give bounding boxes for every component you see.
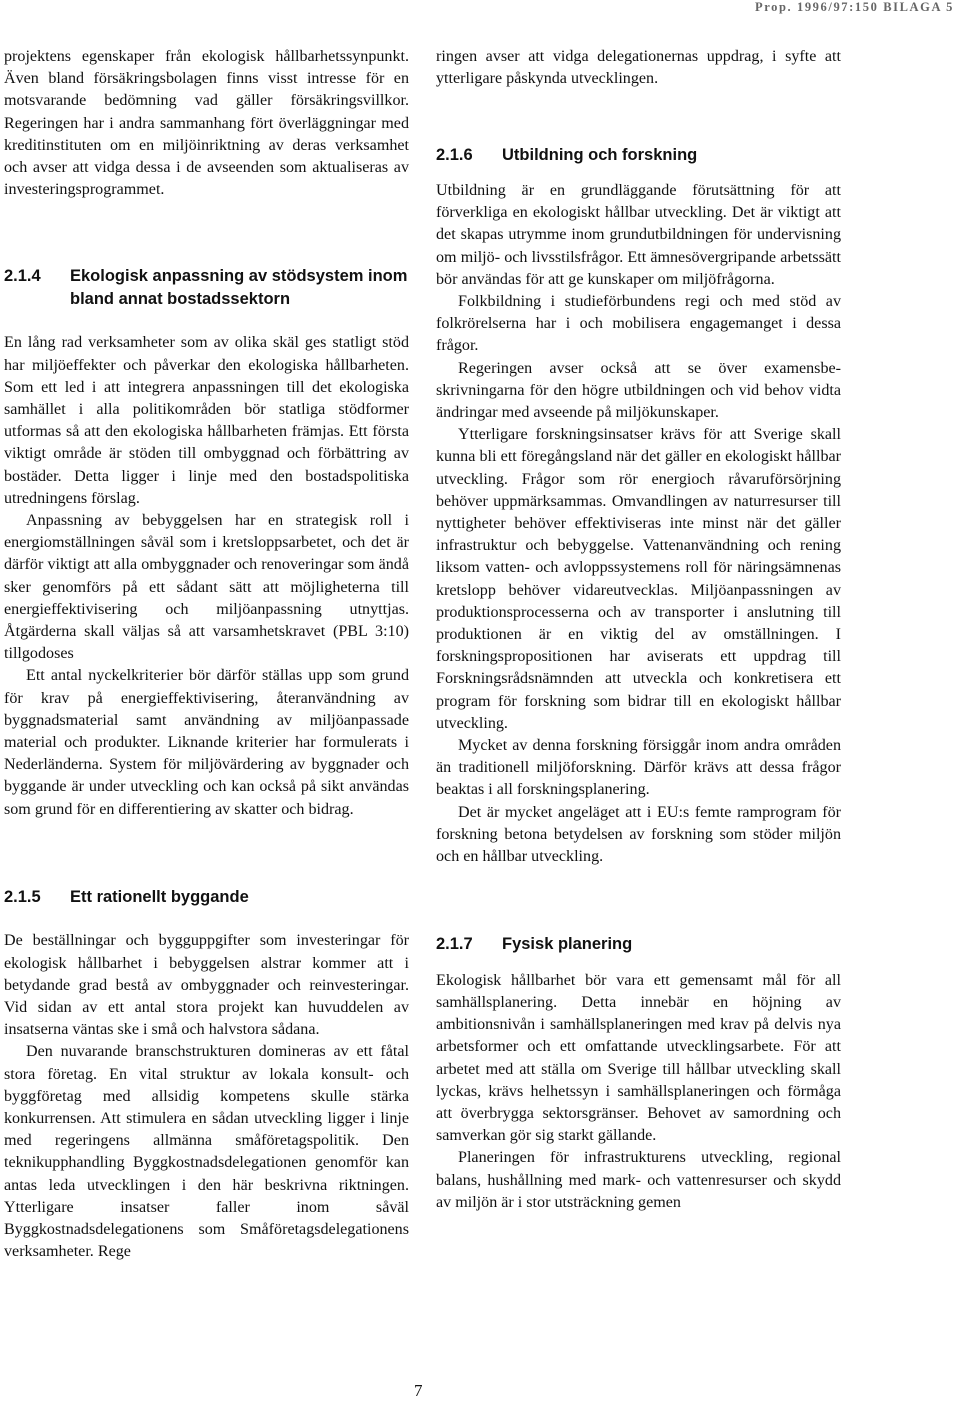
paragraph: Folkbildning i studieförbundens regi och med stöd av folkrörelserna har i och mobilisera engagemanget i dessa frågor. xyxy=(436,292,841,355)
paragraph: En lång rad verksamheter som av olika skäl ges statligt stöd har miljöeffekter och påverkar den ekologiska hållbarheten. Som ett led i att integrera anpassningen till det ekologiska samhället i alla politikområden bör statliga stödformer utformas så att den ekologiska hållbarheten främjas. Ett första viktigt område är stöden till ombyggnad och förbättring av bostäder. Detta ligger i linje med den bostadspolitiska utredningens förslag. xyxy=(4,334,409,507)
section-number: 2.1.6 xyxy=(436,146,473,165)
section-heading-2-1-7 xyxy=(436,933,841,956)
left-column xyxy=(4,46,409,1263)
paragraph: Det är mycket angeläget att i EU:s femte ramprogram för forskning betona betydelsen av forskning som stöder miljön och en hållbar utveckling. xyxy=(436,803,841,865)
paragraph: Planeringen för infrastrukturens utveckling, regional balans, hushållning med mark- och vattenresurser och skydd av miljön är i stor utsträckning gemen xyxy=(436,1149,841,1211)
section-title: Utbildning och forskning xyxy=(502,146,698,165)
paragraph: De beställningar och bygguppgifter som investeringar för ekologisk hållbarhet i bebyggelsen alstrar kommer att i betydande grad bestå av ombyggnader och reinvesteringar. Vid sidan av ett antal stora projekt kan huvuddelen av insatserna väntas ske i små och halvstora sådana. xyxy=(4,932,409,1039)
paragraph: projektens egenskaper från ekologisk hållbarhetssynpunkt. Även bland försäkringsbolagen finns visst intresse för en motsvarande bedömning vad gäller försäkringsvillkor. Regeringen har i andra sammanhang fört överläggningar med kreditinstituten om en miljöinriktning av deras verksamhet och avser att vidga dessa i de avseenden som aktualiseras av investeringsprogrammet. xyxy=(4,48,409,199)
paragraph: ringen avser att vidga delegationernas uppdrag, i syfte att ytterligare påskynda utvecklingen. xyxy=(436,48,841,88)
running-head: Prop. 1996/97:150 BILAGA 5 xyxy=(754,0,954,14)
paragraph: Ytterligare forskningsinsatser krävs för att Sverige skall kunna bli ett föregångsland när det gäller en ekologiskt hållbar utveckling. Frågor som rör energioch råvaruförsörjning behöver uppmärksammas. Omvandlingen av naturresurser till nyttigheter behöver effektiviseras inte minst när det gäller infrastruktur och bebyggelse. Vattenanvändning och rening liksom vatten- och avloppssystemens roll för näringsämnenas kretslopp behöver vidareutvecklas. Miljöanpassningen av produktionsprocesserna och av transporter i anslutning till produktionen är en viktig del av omställningen. I forskningspropositionen har aviserats ett uppdrag till Forskningsrådsnämnden att utveckla och konkretisera ett program för forskning som bidrar till en ekologiskt hållbar utveckling. xyxy=(436,426,841,732)
section-number: 2.1.5 xyxy=(4,887,41,906)
section-title: Fysisk planering xyxy=(502,935,633,954)
paragraph: Ekologisk hållbarhet bör vara ett gemensamt mål för all samhällsplanering. Detta innebär en höjning av ambitionsnivån i samhällsplaneringen med krav på delvis nya arbetsformer och ett omfattande utvecklingsarbete. För att arbetet med att ställa om Sverige till hållbar utveckling skall lyckas, krävs helhetssyn i samhällsplaneringen och förmåga att överbrygga sektorsgränser. Behovet av samordning och samverkan gör sig starkt gällande. xyxy=(436,971,841,1145)
paragraph: Ett antal nyckelkriterier bör därför ställas upp som grund för krav på energieffektivisering, återanvändning av byggnadsmaterial samt användning av miljöanpassade material och produkter. Liknande kriterier har formulerats i Nederländerna. System för miljövärdering av byggnader och byggande är under utveckling och kan också på sikt användas som grund för en differentiering av skatter och bidrag. xyxy=(4,667,409,818)
paragraph: Anpassning av bebyggelsen har en strategisk roll i energiomställningen såväl som i kretsloppsarbetet, och det är därför viktigt att alla ombyggnader och renoveringar som ändå sker genomförs på ett sådant sätt att möjligheterna till energieffektivisering och miljöanpassning utnyttjas. Åtgärderna skall väljas så att varsamhetskravet (PBL 3:10) tillgodoses xyxy=(4,512,409,663)
section-heading-2-1-4 xyxy=(4,265,409,310)
page-number: 7 xyxy=(414,1381,423,1400)
section-title: Ett rationellt byggande xyxy=(70,887,249,906)
section-number: 2.1.7 xyxy=(436,935,473,954)
paragraph: Mycket av denna forskning försiggår inom andra områden än traditionell miljöforskning. Därför krävs att dessa frågor beaktas i all forskningsplanering. xyxy=(436,736,841,799)
paragraph: Regeringen avser också att se över examensbeskrivningarna för den högre utbildningen och vid behov vidta ändringar med avseende på miljökunskaper. xyxy=(436,359,841,421)
right-column xyxy=(436,46,841,1214)
section-heading-2-1-6 xyxy=(436,144,841,167)
section-heading-2-1-5 xyxy=(4,886,409,909)
section-number: 2.1.4 xyxy=(4,267,41,286)
paragraph: Utbildning är en grundläggande förutsättning för att förverkliga en ekologiskt hållbar utveckling. Det är viktigt att det skapas utrymme inom grundutbildningen för undervisning om miljö- och livsstilsfrågor. Ett ämnesövergripande arbetssätt bör användas för att ge kunskaper om miljöfrågorna. xyxy=(436,181,841,288)
section-title: Ekologisk anpassning av stödsystem inom bland annat bostadssektorn xyxy=(70,267,408,308)
paragraph: Den nuvarande branschstrukturen domineras av ett fåtal stora företag. En vital struktur av lokala konsult- och byggföretag med allsidig kompetens skulle stärka konkurrensen. Att stimulera en sådan utveckling ligger i linje med regeringens allmänna småföretagspolitik. Den teknikupphandling Byggkostnadsdelegationen genomför kan antas leda utvecklingen i den här beskrivna riktningen. Ytterligare insatser faller inom såväl Byggkostnadsdelegationens som Småföretagsdelegationens verksamheter. Rege xyxy=(4,1043,409,1261)
